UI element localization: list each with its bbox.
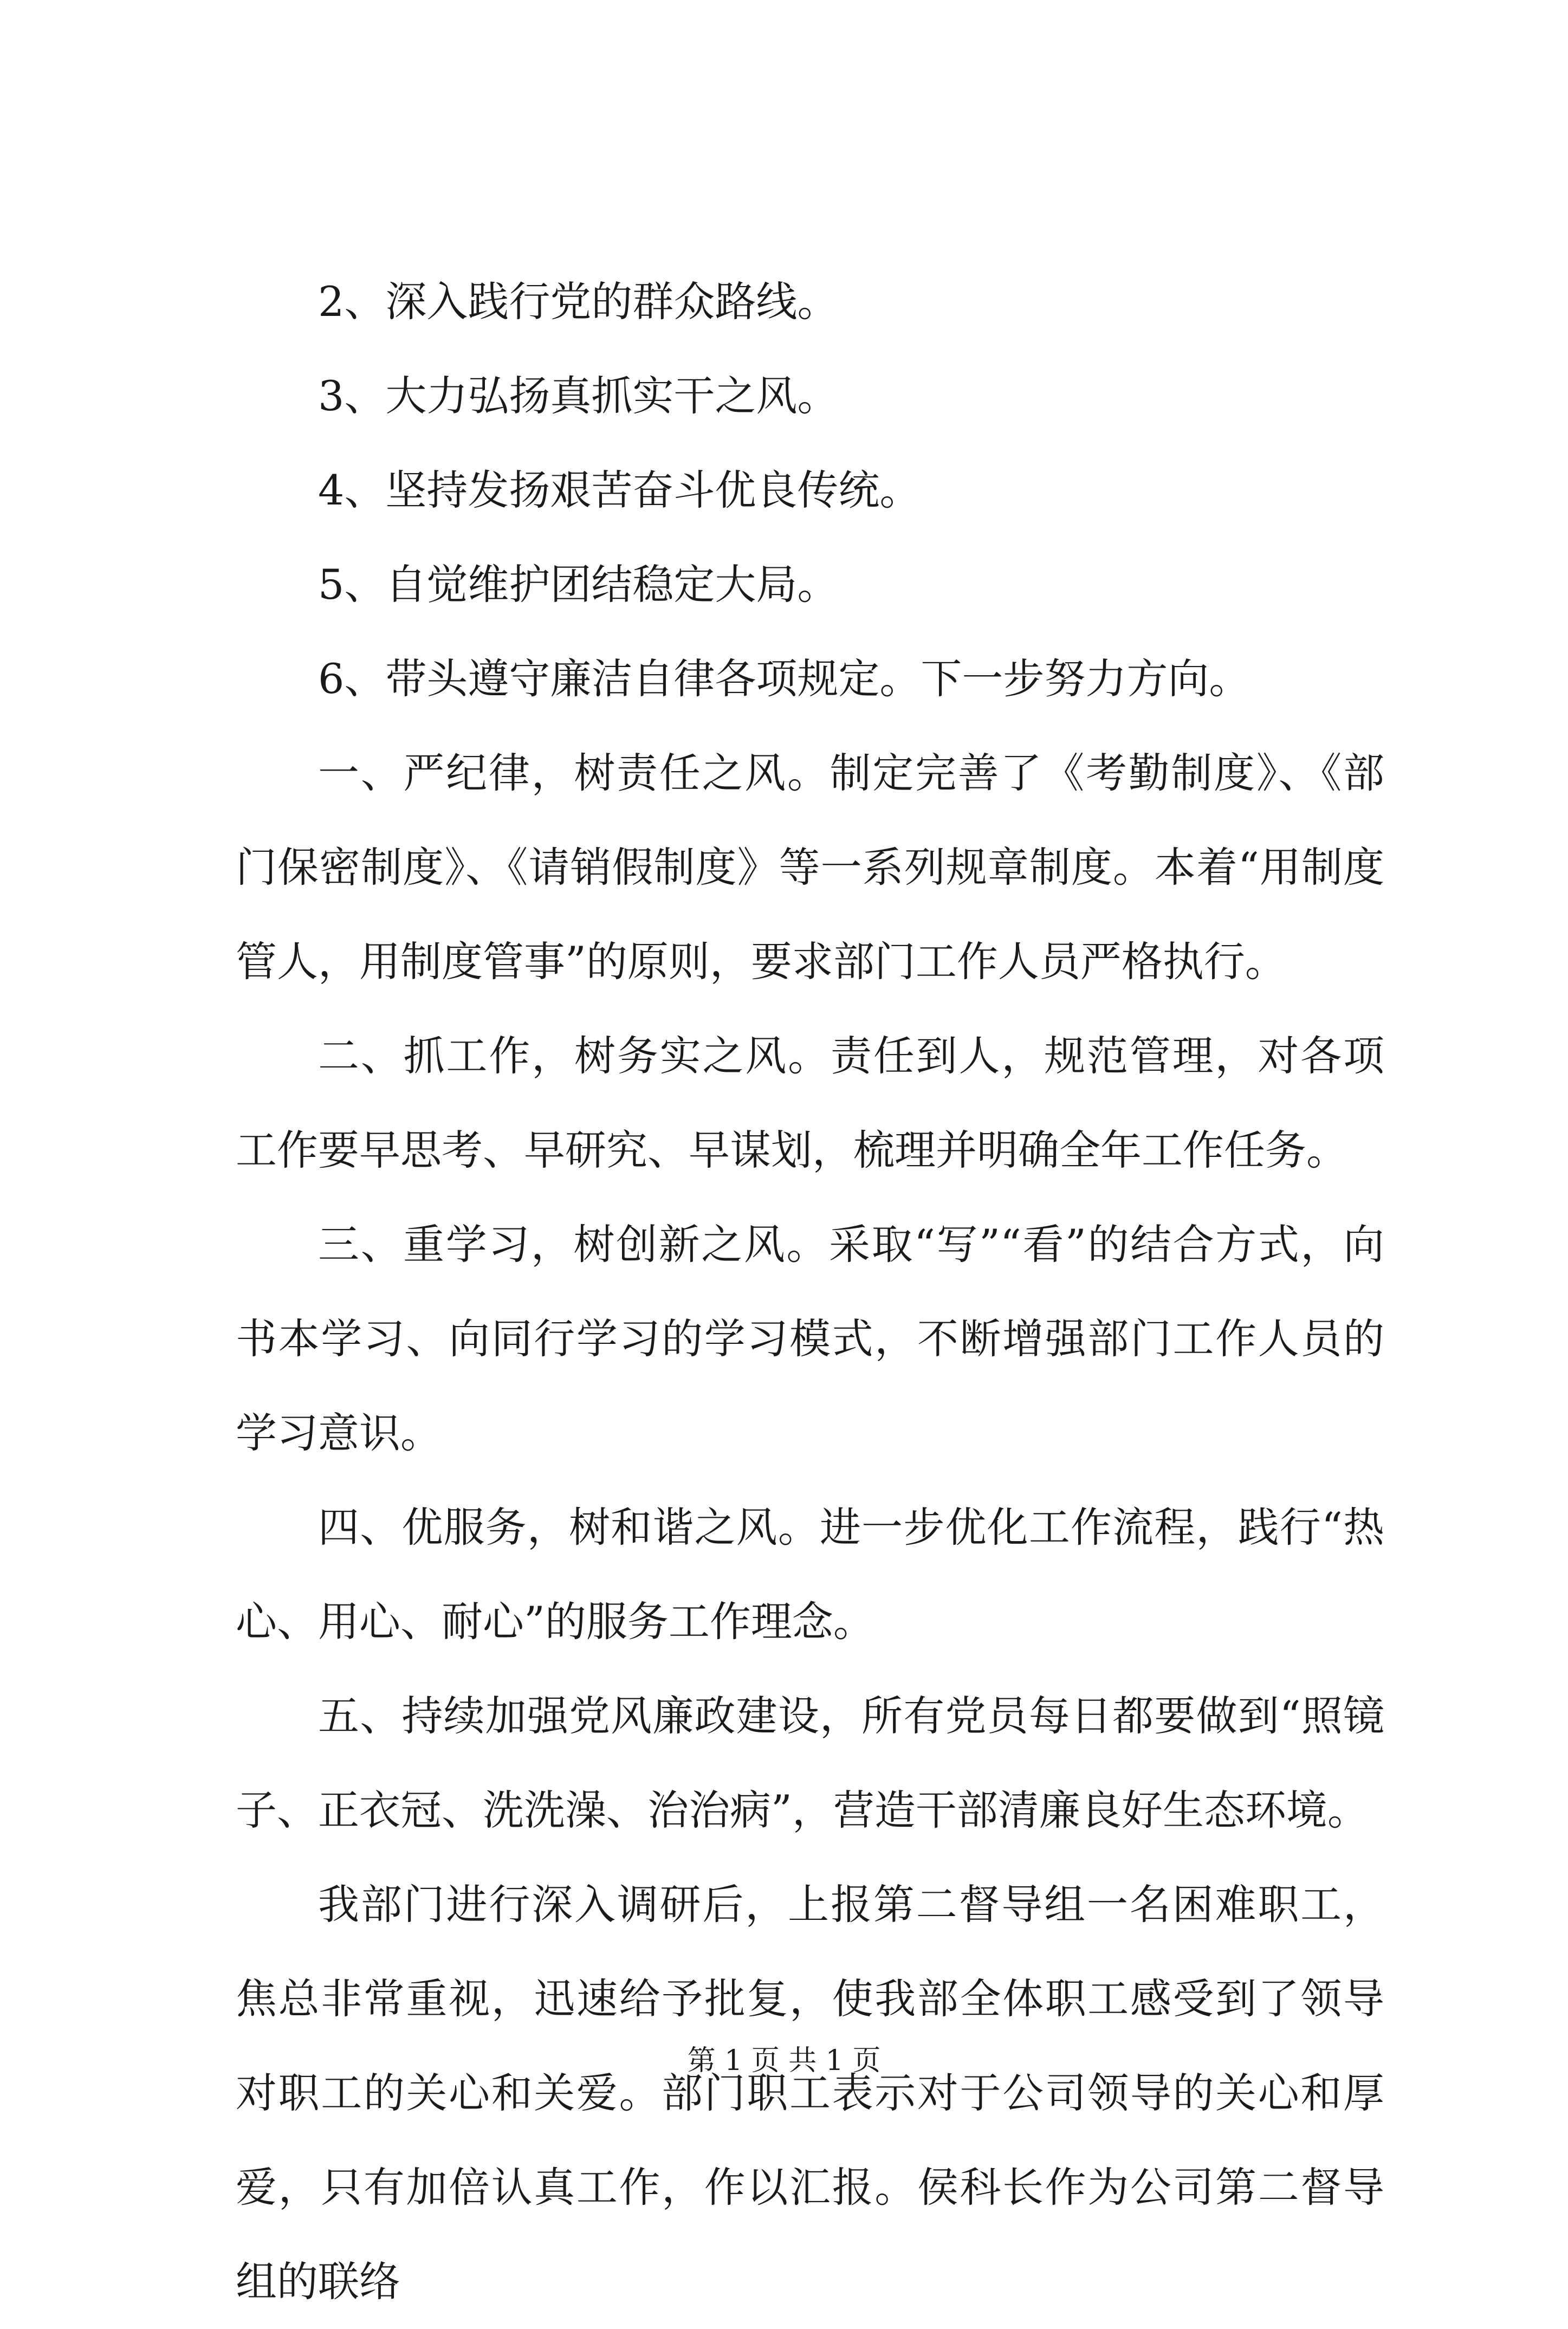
paragraph-item-2: 2、深入践行党的群众路线。 <box>318 277 839 326</box>
paragraph-discipline: 一、严纪律，树责任之风。制定完善了《考勤制度》、《部门保密制度》、《请销假制度》等一系列规章制度。本着“用制度管人，用制度管事”的原则，要求部门工作人员严格执行。 <box>236 749 1384 986</box>
paragraph-item-3: 3、大力弘扬真抓实干之风。 <box>318 372 839 420</box>
paragraph-item-4: 4、坚持发扬艰苦奋斗优良传统。 <box>318 466 921 514</box>
paragraph-study: 三、重学习，树创新之风。采取“写”“看”的结合方式，向书本学习、向同行学习的学习模式，不断增强部门工作人员的学习意识。 <box>236 1220 1384 1457</box>
paragraph-work: 二、抓工作，树务实之风。责任到人，规范管理，对各项工作要早思考、早研究、早谋划，梳理并明确全年工作任务。 <box>236 1032 1384 1174</box>
paragraph-item-6: 6、带头遵守廉洁自律各项规定。下一步努力方向。 <box>318 655 1250 703</box>
page-footer: 第 1 页 共 1 页 <box>687 2045 881 2077</box>
paragraph-research-report: 我部门进行深入调研后，上报第二督导组一名困难职工，焦总非常重视，迅速给予批复，使我部全体职工感受到了领导对职工的关心和关爱。部门职工表示对于公司领导的关心和厚爱，只有加倍认真工作，作以汇报。侯科长作为公司第二督导组的联络 <box>236 1880 1384 2306</box>
paragraph-item-5: 5、自觉维护团结稳定大局。 <box>318 560 839 609</box>
paragraph-service: 四、优服务，树和谐之风。进一步优化工作流程，践行“热心、用心、耐心”的服务工作理念。 <box>236 1503 1384 1646</box>
paragraph-party-conduct: 五、持续加强党风廉政建设，所有党员每日都要做到“照镜子、正衣冠、洗洗澡、治治病”，营造干部清廉良好生态环境。 <box>236 1692 1384 1834</box>
document-body <box>236 255 1384 2329</box>
